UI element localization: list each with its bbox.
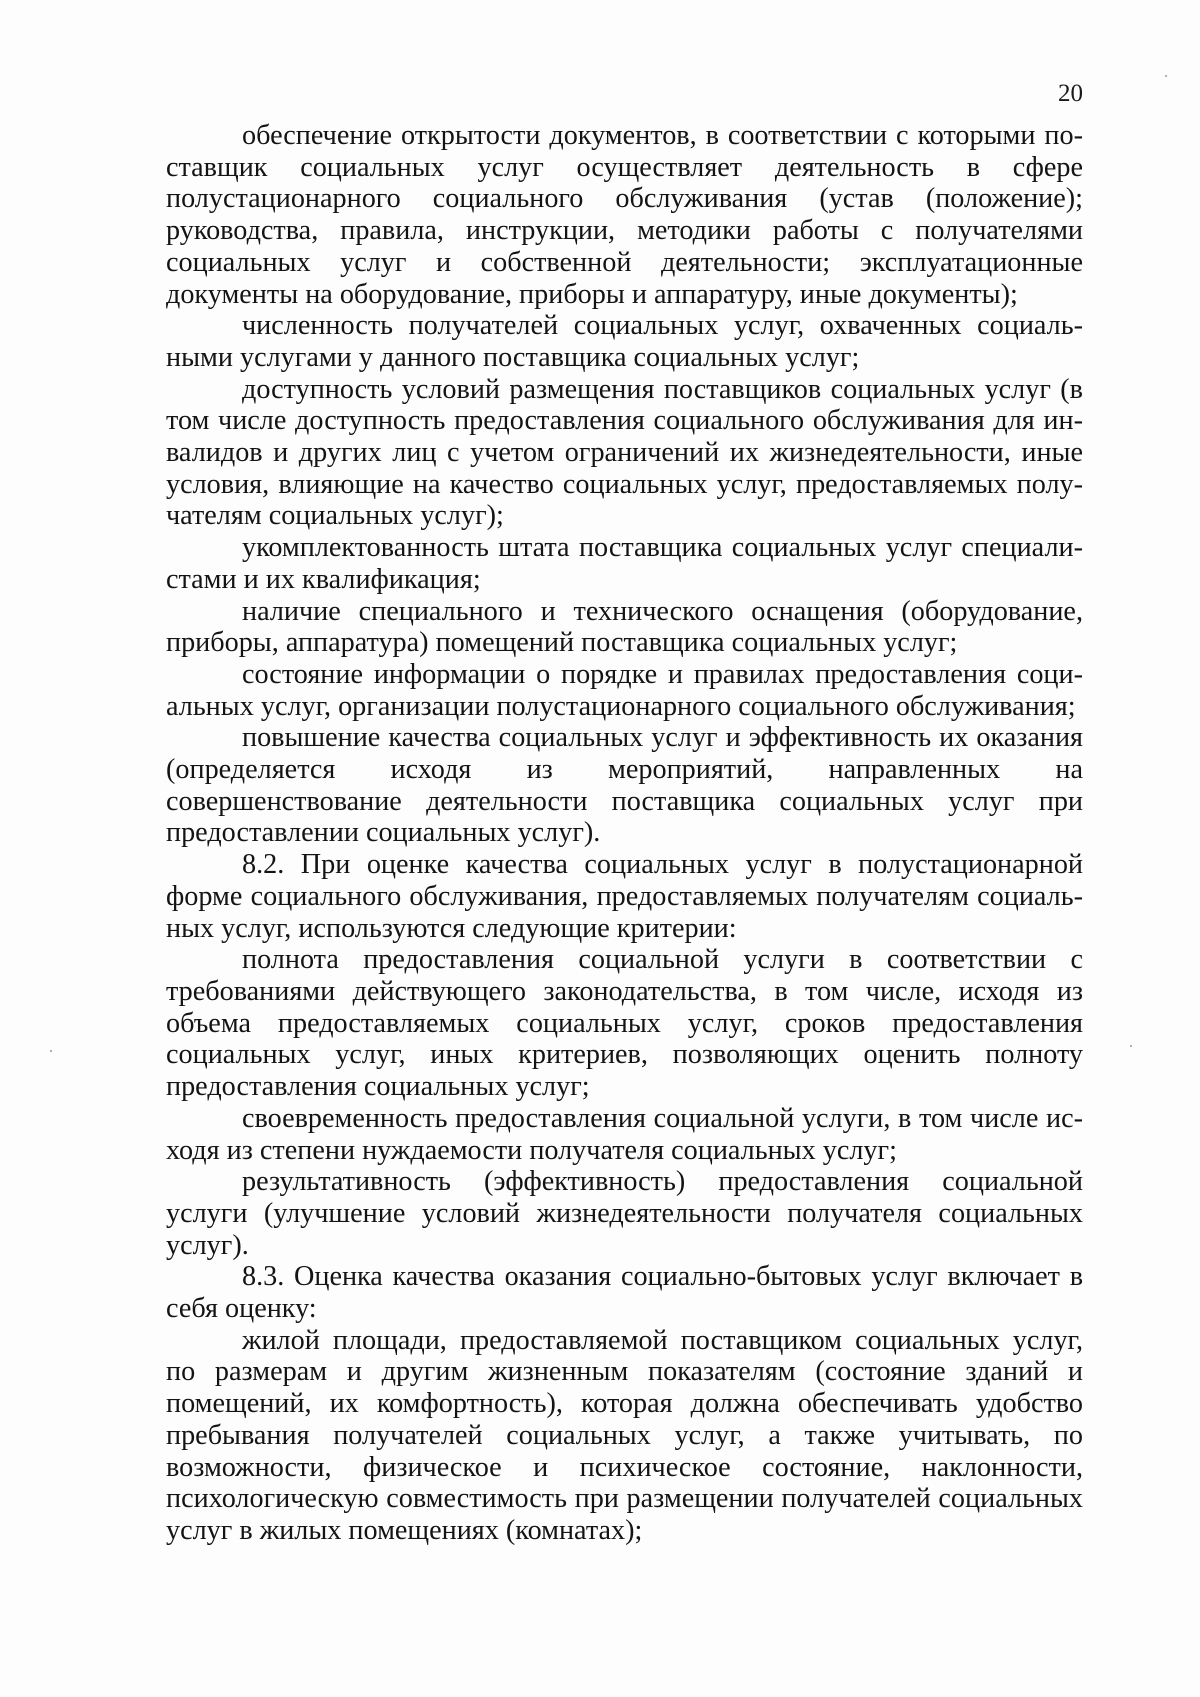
paragraph-section-8-2: 8.2. При оценке качества социальных услуг в полустационарной форме социального обслуживания, предоставляемых получателям социальных услуг, используются следующие критерии: — [166, 849, 1083, 944]
body-text — [166, 120, 1083, 1547]
paragraph-completeness: полнота предоставления социальной услуги в соответствии с требованиями действующего законодательства, в том числе, исходя из объема предоставляемых социальных услуг, сроков предоставления социальных услуг, иных критериев, позволяющих оценить полноту предоставления социальных услуг; — [166, 944, 1083, 1103]
scan-speck — [1165, 75, 1167, 77]
scan-speck — [1130, 1045, 1132, 1047]
scan-speck — [50, 1050, 52, 1052]
paragraph-quality-improvement: повышение качества социальных услуг и эффективность их оказания (определяется исходя из мероприятий, направленных на совершенствование деятельности поставщика социальных услуг при предоставлении социальных услуг). — [166, 722, 1083, 849]
paragraph-information-state: состояние информации о порядке и правилах предоставления социальных услуг, организации полустационарного социального обслуживания; — [166, 658, 1083, 722]
paragraph-staffing: укомплектованность штата поставщика социальных услуг специалистами и их квалификация; — [166, 532, 1083, 595]
page-number: 20 — [1058, 80, 1083, 107]
paragraph-document-openness: обеспечение открытости документов, в соответствии с которыми поставщик социальных услуг осуществляет деятельность в сфере полустационарного социального обслуживания (устав (положение); руководства, правила, инструкции, методики работы с получателями социальных услуг и собственной деятельности; эксплуатационные документы на оборудование, приборы и аппаратуру, иные документы); — [166, 120, 1083, 310]
paragraph-effectiveness: результативность (эффективность) предоставления социальной услуги (улучшение условий жизнедеятельности получателя социальных услуг). — [166, 1166, 1083, 1261]
paragraph-equipment: наличие специального и технического оснащения (оборудование, приборы, аппаратура) помещений поставщика социальных услуг; — [166, 595, 1083, 659]
paragraph-living-space: жилой площади, предоставляемой поставщиком социальных услуг, по размерам и другим жизненным показателям (состояние зданий и помещений, их комфортность), которая должна обеспечивать удобство пребывания получателей социальных услуг, а также учитывать, по возможности, физическое и психическое состояние, наклонности, психологическую совместимость при размещении получателей социальных услуг в жилых помещениях (комнатах); — [166, 1324, 1083, 1546]
paragraph-timeliness: своевременность предоставления социальной услуги, в том числе исходя из степени нуждаемости получателя социальных услуг; — [166, 1102, 1083, 1166]
paragraph-recipients-count: численность получателей социальных услуг, охваченных социальными услугами у данного поставщика социальных услуг; — [166, 310, 1083, 373]
paragraph-section-8-3: 8.3. Оценка качества оказания социально-бытовых услуг включает в себя оценку: — [166, 1261, 1083, 1325]
paragraph-accessibility: доступность условий размещения поставщиков социальных услуг (в том числе доступность предоставления социального обслуживания для инвалидов и других лиц с учетом ограничений их жизнедеятельности, иные условия, влияющие на качество социальных услуг, предоставляемых получателям социальных услуг); — [166, 373, 1083, 532]
